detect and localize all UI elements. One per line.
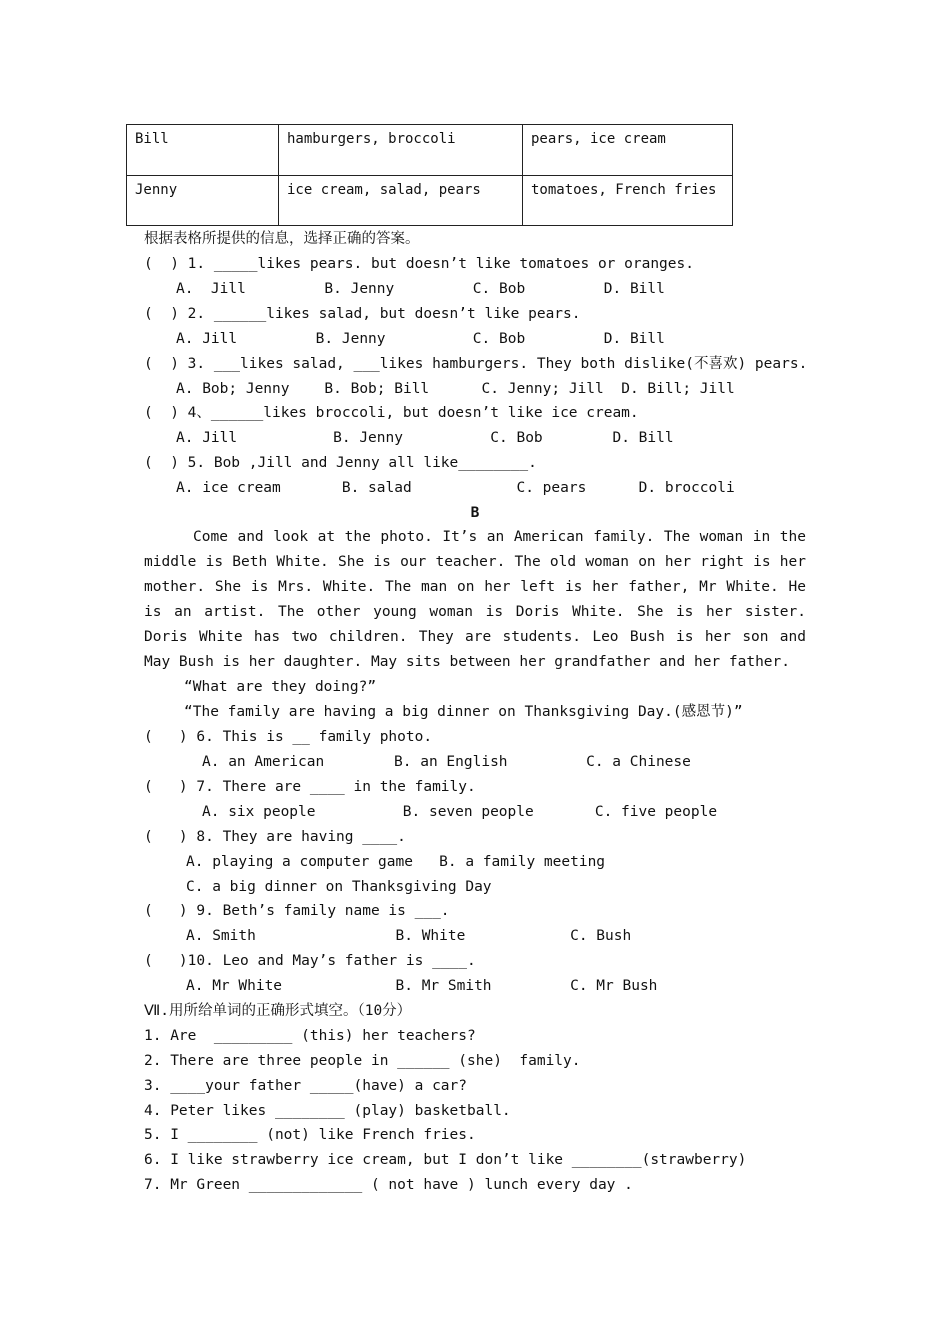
dialog-answer: “The family are having a big dinner on Thanksgiving Day.(感恩节)” xyxy=(184,704,743,720)
question-10: ( )10. Leo and May’s father is ____. xyxy=(144,953,476,969)
question-7-options: A. six people B. seven people C. five people xyxy=(202,804,718,820)
question-6-options: A. an American B. an English C. a Chinese xyxy=(202,754,691,770)
question-10-options: A. Mr White B. Mr Smith C. Mr Bush xyxy=(186,978,658,994)
question-6: ( ) 6. This is __ family photo. xyxy=(144,729,433,745)
fill-blank-2: 2. There are three people in ______ (she) family. xyxy=(144,1053,581,1069)
table-cell: ice cream, salad, pears xyxy=(279,176,523,226)
question-3-options: A. Bob; Jenny B. Bob; Bill C. Jenny; Jill D. Bill; Jill xyxy=(176,381,735,397)
fill-blank-1: 1. Are _________ (this) her teachers? xyxy=(144,1028,476,1044)
food-preference-table xyxy=(126,124,733,226)
fill-blank-5: 5. I ________ (not) like French fries. xyxy=(144,1127,476,1143)
table-row xyxy=(127,176,733,226)
fill-blank-3: 3. ____your father _____(have) a car? xyxy=(144,1078,468,1094)
passage-text: Come and look at the photo. It’s an American family. The woman in the middle is Beth White. She is our teacher. The old woman on her right is her mother. She is Mrs. White. The man on her left is her father, Mr White. He is an artist. The other young woman is Doris White. She is her sister. Doris White has two children. They are students. Leo Bush is her son and May Bush is her daughter. May sits between her grandfather and her father. xyxy=(144,529,806,670)
table-cell: Bill xyxy=(127,125,279,176)
dialog-question: “What are they doing?” xyxy=(184,679,377,695)
question-3: ( ) 3. ___likes salad, ___likes hamburgers. They both dislike(不喜欢) pears. xyxy=(144,356,808,372)
fill-blank-6: 6. I like strawberry ice cream, but I don’t like ________(strawberry) xyxy=(144,1152,747,1168)
question-4: ( ) 4、______likes broccoli, but doesn’t like ice cream. xyxy=(144,405,639,421)
question-5: ( ) 5. Bob ,Jill and Jenny all like________. xyxy=(144,455,537,471)
question-2-options: A. Jill B. Jenny C. Bob D. Bill xyxy=(176,331,665,347)
fill-blank-7: 7. Mr Green _____________ ( not have ) lunch every day . xyxy=(144,1177,633,1193)
question-9: ( ) 9. Beth’s family name is ___. xyxy=(144,903,450,919)
table-cell: hamburgers, broccoli xyxy=(279,125,523,176)
table-cell: pears, ice cream xyxy=(523,125,733,176)
question-1-options: A. Jill B. Jenny C. Bob D. Bill xyxy=(176,281,665,297)
fill-blank-4: 4. Peter likes ________ (play) basketball. xyxy=(144,1103,511,1119)
table-cell: tomatoes, French fries xyxy=(523,176,733,226)
question-1: ( ) 1. _____likes pears. but doesn’t like tomatoes or oranges. xyxy=(144,256,694,272)
question-8-options-c: C. a big dinner on Thanksgiving Day xyxy=(186,879,492,895)
question-9-options: A. Smith B. White C. Bush xyxy=(186,928,632,944)
question-4-options: A. Jill B. Jenny C. Bob D. Bill xyxy=(176,430,674,446)
question-7: ( ) 7. There are ____ in the family. xyxy=(144,779,476,795)
instruction-text: 根据表格所提供的信息，选择正确的答案。 xyxy=(144,231,420,247)
reading-passage xyxy=(144,525,806,675)
table-cell: Jenny xyxy=(127,176,279,226)
section-7-title: Ⅶ.用所给单词的正确形式填空。（10分） xyxy=(144,1003,412,1019)
section-b-title: B xyxy=(470,505,480,521)
table-row xyxy=(127,125,733,176)
question-8-options-a-b: A. playing a computer game B. a family meeting xyxy=(186,854,606,870)
question-8: ( ) 8. They are having ____. xyxy=(144,829,406,845)
question-2: ( ) 2. ______likes salad, but doesn’t like pears. xyxy=(144,306,581,322)
question-5-options: A. ice cream B. salad C. pears D. broccoli xyxy=(176,480,735,496)
